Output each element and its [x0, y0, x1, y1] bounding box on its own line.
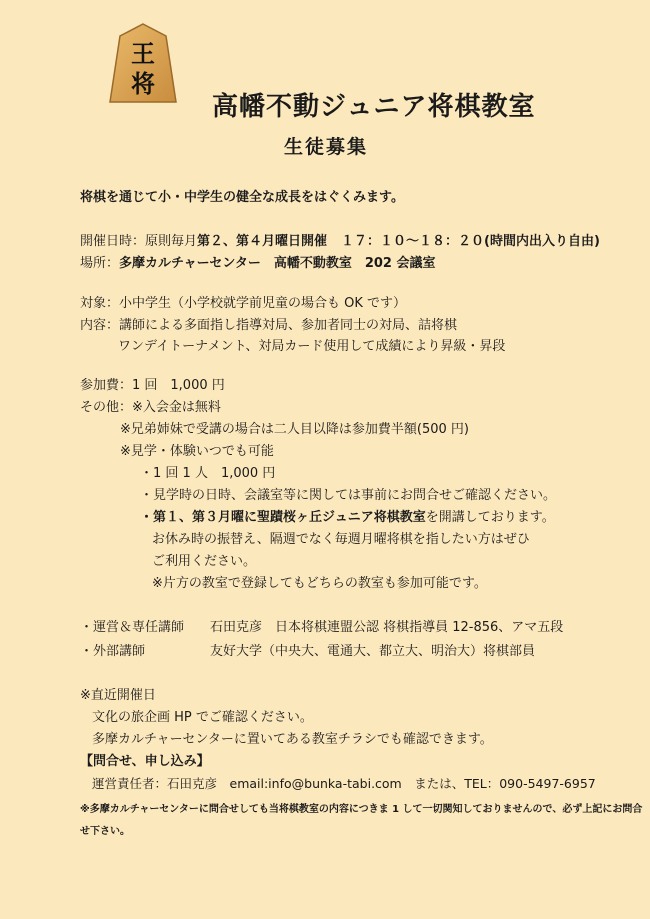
- others-line-6-bold: ・第１、第３月曜に聖蹟桜ヶ丘ジュニア将棋教室: [140, 510, 426, 525]
- schedule-days: 第２、第４月曜日開催: [197, 234, 328, 249]
- others-line-9: ※片方の教室で登録してもどちらの教室も参加可能です。: [152, 576, 487, 591]
- schedule-time: １７：１０〜１８：２０: [341, 234, 485, 249]
- schedule-note: (時間内出入り自由): [484, 234, 600, 249]
- staff-row-2-value: 友好大学（中央大、電通大、都立大、明治大）将棋部員: [210, 644, 536, 659]
- others-line-7: お休み時の振替え、隔週でなく毎週月曜将棋を指したい方はぜひ: [152, 532, 530, 547]
- venue-value: 多摩カルチャーセンター 高幡不動教室 202 会議室: [119, 256, 436, 271]
- contact-line: 運営責任者：石田克彦 email:info@bunka-tabi.com または、TEL：090-5497-6957: [92, 776, 596, 791]
- others-line-3: ※見学・体験いつでも可能: [120, 444, 274, 459]
- others-line-1: その他：※入会金は無料: [80, 400, 221, 415]
- staff-row-1-value: 石田克彦 日本将棋連盟公認 将棋指導員 12-856、アマ五段: [210, 620, 564, 635]
- recent-line-1: 文化の旅企画 HP でご確認ください。: [92, 710, 313, 725]
- others-line-6-rest: を開講しております。: [425, 510, 555, 525]
- footnote-line-2: せ下さい。: [80, 826, 130, 837]
- contact-heading: 【問合せ、申し込み】: [80, 754, 210, 769]
- schedule-line: [80, 230, 600, 249]
- venue-line: [80, 252, 436, 271]
- content-line-1: 内容：講師による多面指し指導対局、参加者同士の対局、詰将棋: [80, 318, 458, 333]
- others-line-2: ※兄弟姉妹で受講の場合は二人目以降は参加費半額(500 円): [120, 422, 469, 437]
- others-line-4: ・1 回 1 人 1,000 円: [140, 466, 276, 481]
- fee-line: 参加費：1 回 1,000 円: [80, 378, 225, 393]
- recent-line-2: 多摩カルチャーセンターに置いてある教室チラシでも確認できます。: [92, 732, 493, 747]
- piece-char-bottom: 将: [131, 69, 155, 98]
- venue-label: 場所：: [80, 256, 120, 271]
- staff-row-1-label: ・運営＆専任講師: [80, 620, 185, 635]
- staff-row-2-label: ・外部講師: [80, 644, 146, 659]
- target-line: 対象：小中学生（小学校就学前児童の場合も OK です）: [80, 296, 407, 311]
- footnote-line-1: ※多摩カルチャーセンターに問合せしても当将棋教室の内容につきま 1 して一切関知しておりませんので、必ず上記にお問合: [80, 804, 643, 815]
- schedule-label: 開催日時：原則毎月: [80, 234, 198, 249]
- others-line-6: [140, 506, 555, 525]
- shogi-piece-icon: [108, 22, 178, 104]
- page-subtitle: 生徒募集: [284, 136, 369, 158]
- others-line-8: ご利用ください。: [152, 554, 257, 569]
- intro-text: 将棋を通じて小・中学生の健全な成長をはぐくみます。: [80, 190, 404, 205]
- piece-char-top: 王: [131, 39, 155, 68]
- content-line-2: ワンデイトーナメント、対局カード使用して成績により昇級・昇段: [118, 339, 506, 354]
- recent-heading: ※直近開催日: [80, 688, 156, 703]
- others-line-5: ・見学時の日時、会議室等に関しては事前にお問合せご確認ください。: [140, 488, 557, 503]
- page-title: 高幡不動ジュニア将棋教室: [212, 92, 536, 122]
